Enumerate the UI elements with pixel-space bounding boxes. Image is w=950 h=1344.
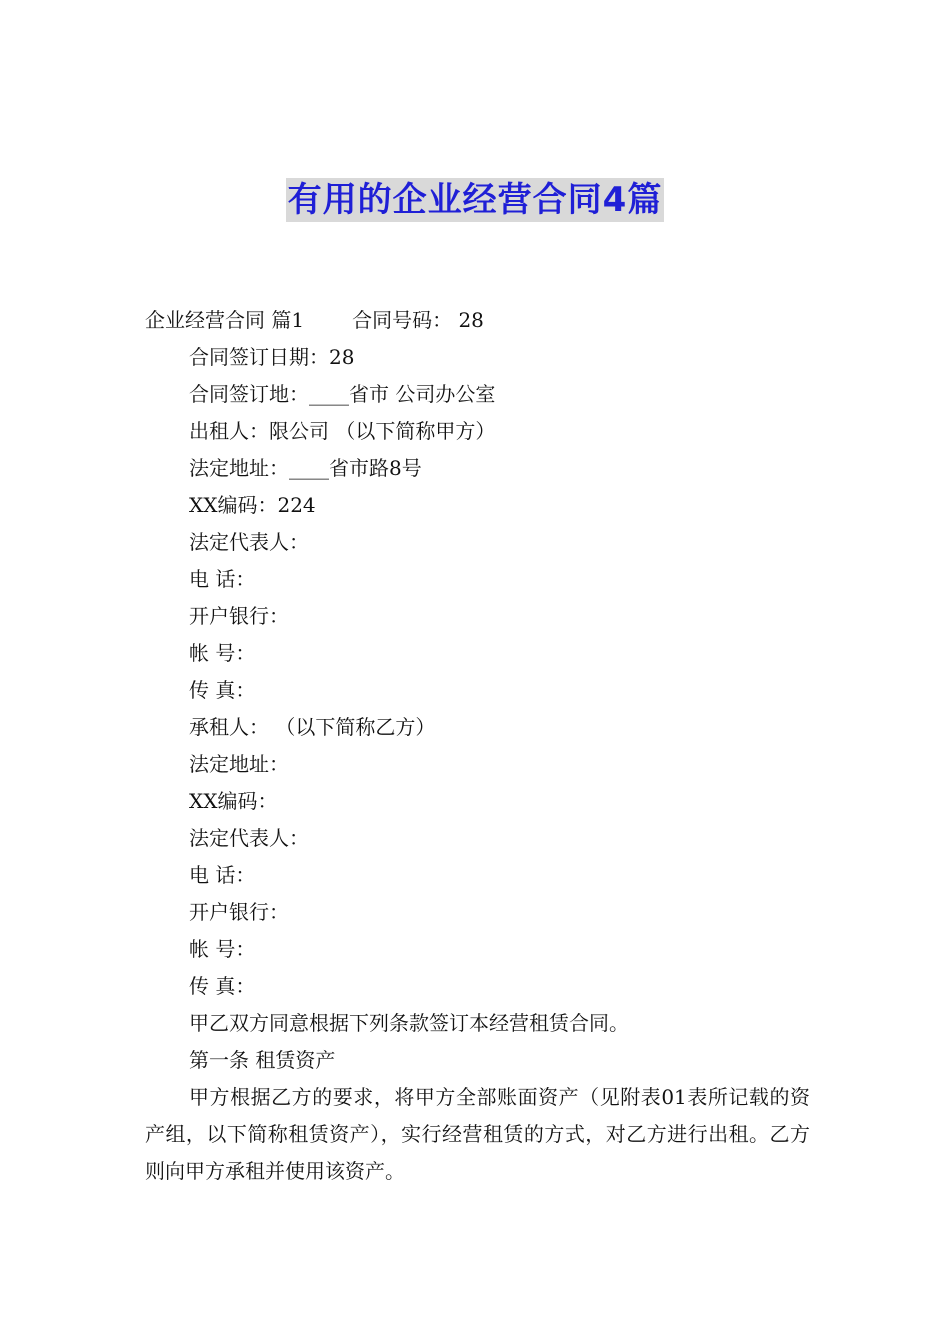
lessee-account: 帐 号： xyxy=(189,937,256,961)
document-body xyxy=(145,302,810,1190)
lessee-address: 法定地址： xyxy=(189,752,289,776)
lessor-phone: 电 话： xyxy=(189,567,256,591)
lessor-account: 帐 号： xyxy=(189,641,256,665)
lessor-postcode: XX编码：224 xyxy=(189,493,316,517)
lessor-bank: 开户银行： xyxy=(189,604,289,628)
lessor-representative: 法定代表人： xyxy=(189,530,309,554)
title-container xyxy=(0,178,950,222)
section-heading: 企业经营合同 篇1 xyxy=(145,308,305,332)
document-title: 有用的企业经营合同4篇 xyxy=(287,180,663,220)
article-one-paragraph: 甲方根据乙方的要求，将甲方全部账面资产（见附表01表所记载的资产组，以下简称租赁资产），实行经营租赁的方式，对乙方进行出租。乙方则向甲方承租并使用该资产。 xyxy=(145,1085,810,1183)
lessee-representative: 法定代表人： xyxy=(189,826,309,850)
lessee-postcode: XX编码： xyxy=(189,789,278,813)
lessor-fax: 传 真： xyxy=(189,678,256,702)
contract-date: 合同签订日期：28 xyxy=(189,345,355,369)
first-line xyxy=(145,302,810,339)
lessee-phone: 电 话： xyxy=(189,863,256,887)
contract-place: 合同签订地：____省市 公司办公室 xyxy=(189,382,496,406)
article-one-heading: 第一条 租赁资产 xyxy=(189,1048,336,1072)
agreement-statement: 甲乙双方同意根据下列条款签订本经营租赁合同。 xyxy=(189,1011,629,1035)
contract-number: 合同号码： 28 xyxy=(352,308,484,332)
lessor: 出租人：限公司 （以下简称甲方） xyxy=(189,419,496,443)
lessee: 承租人： （以下简称乙方） xyxy=(189,715,436,739)
lessee-bank: 开户银行： xyxy=(189,900,289,924)
lessee-fax: 传 真： xyxy=(189,974,256,998)
lessor-address: 法定地址：____省市路8号 xyxy=(189,456,422,480)
